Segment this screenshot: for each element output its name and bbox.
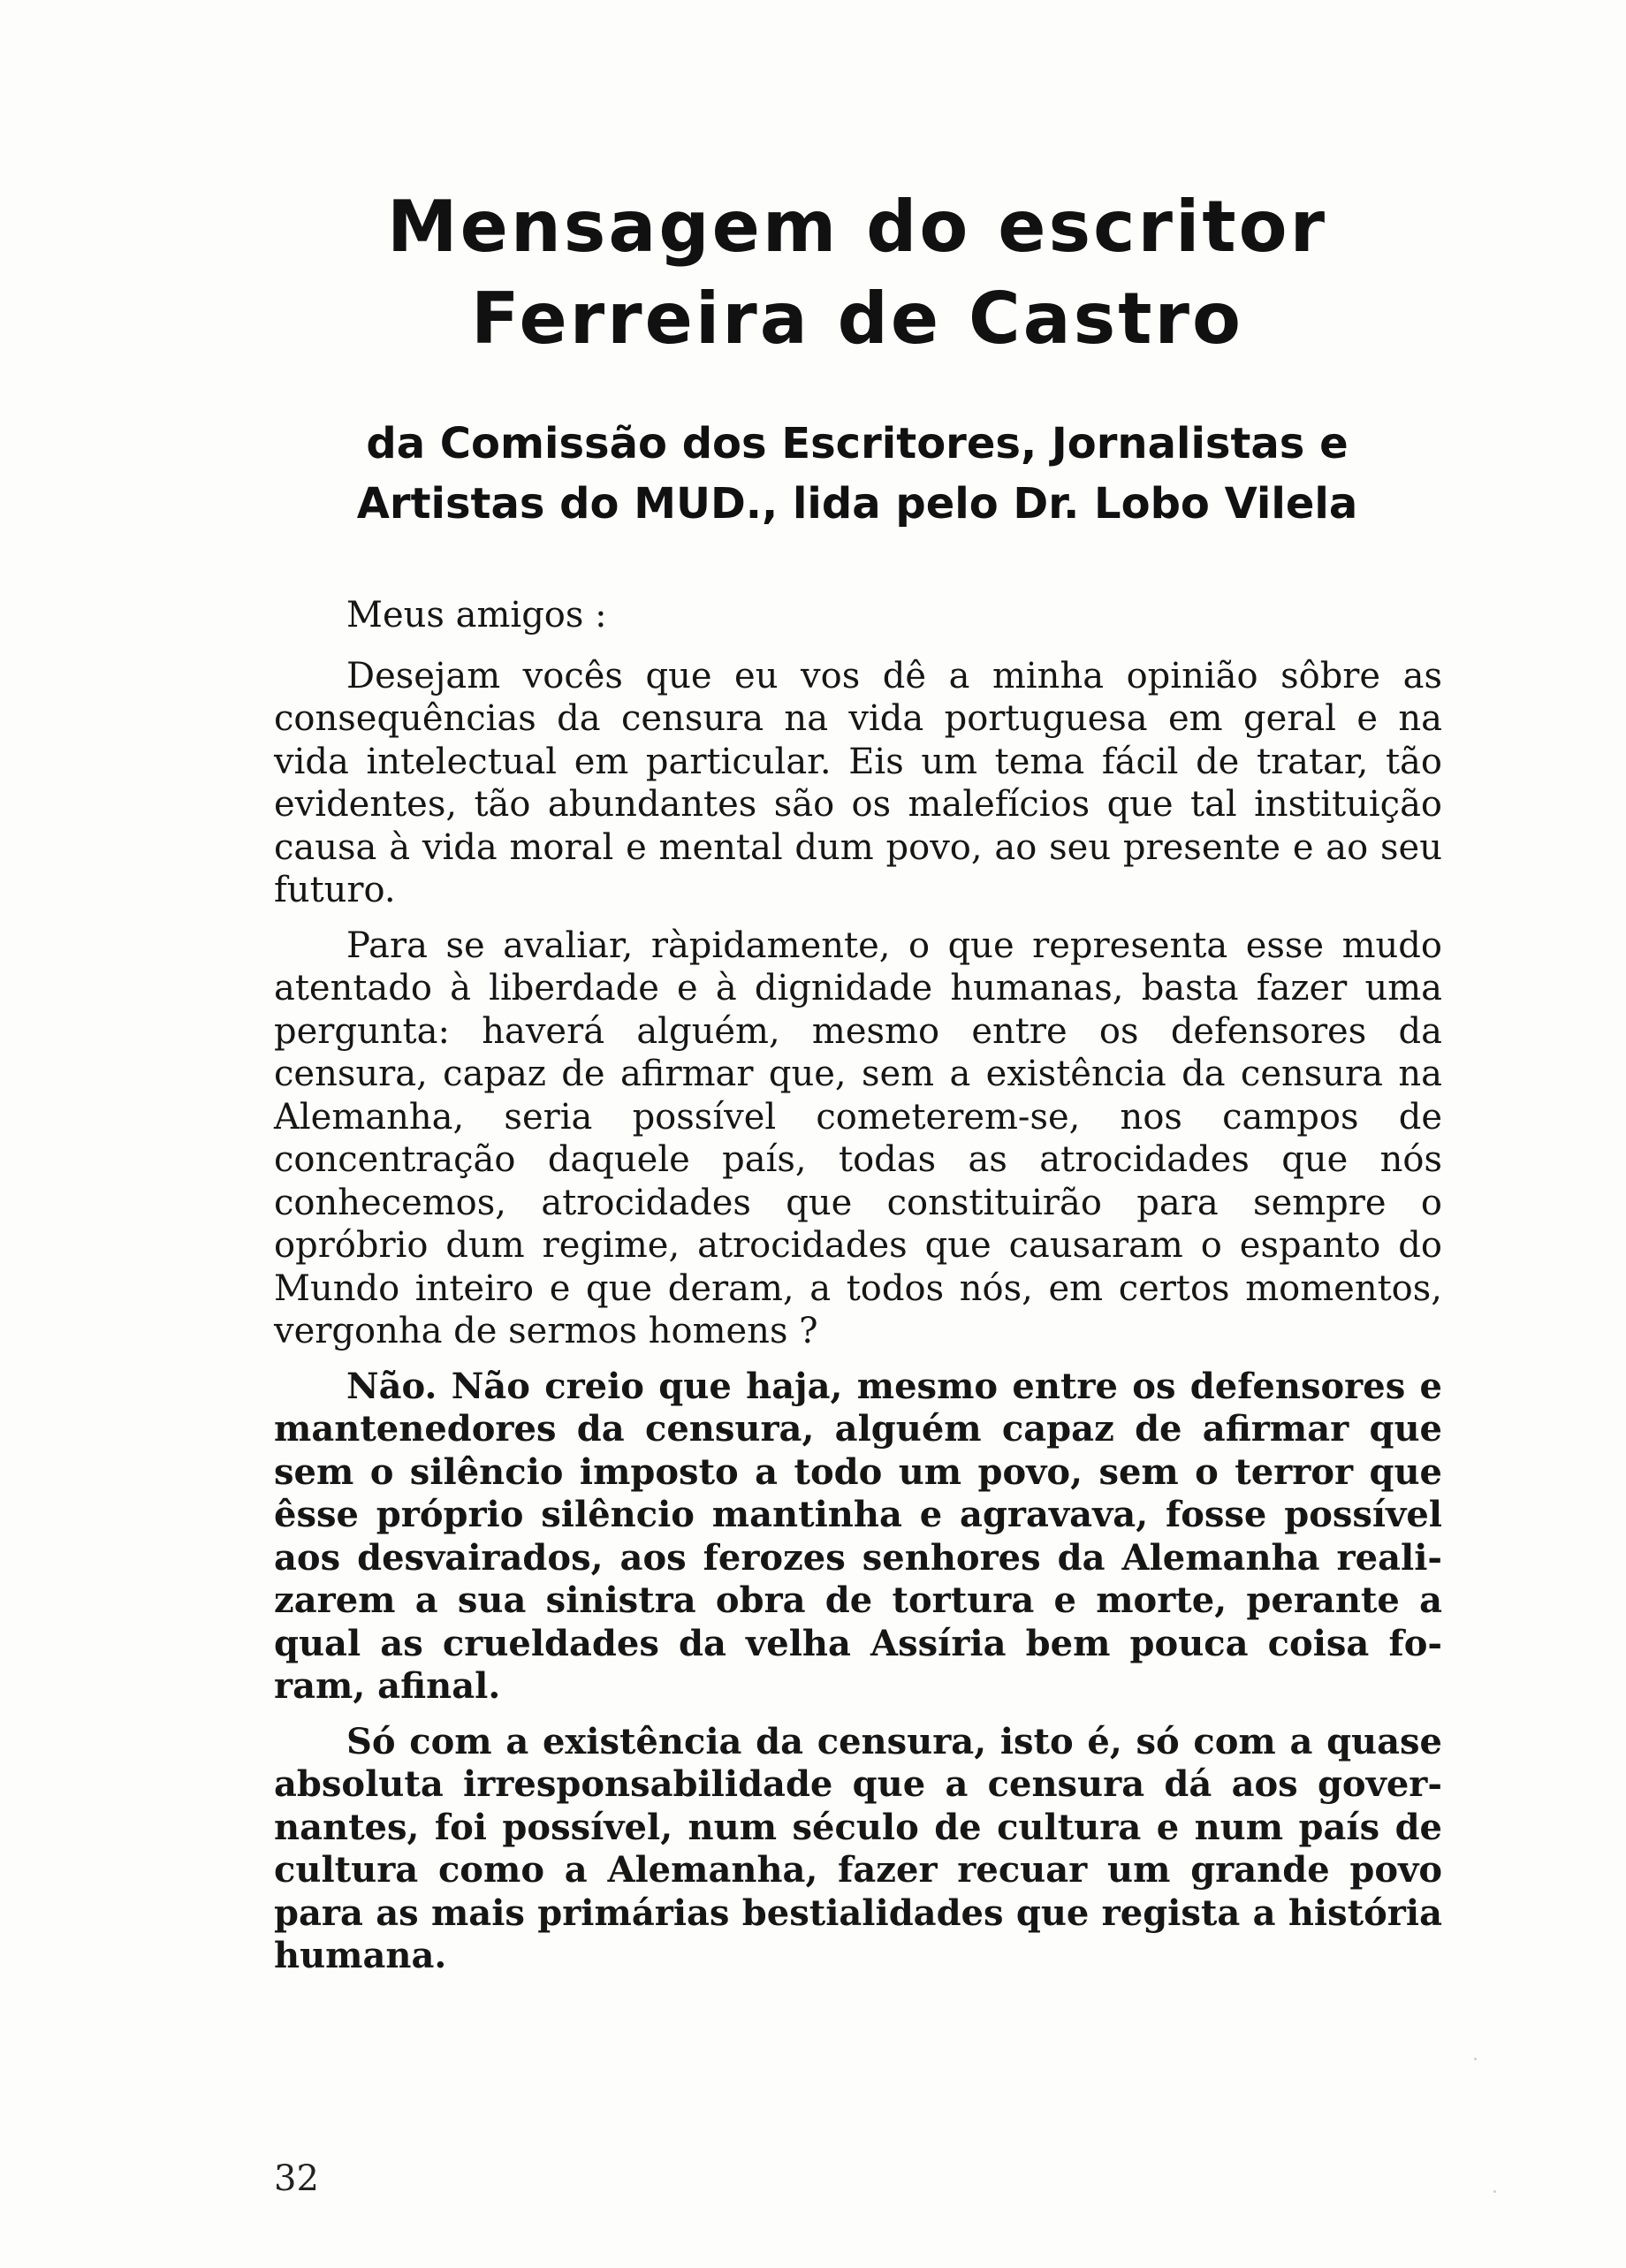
document-body (274, 594, 1442, 1985)
document-title: Mensagem do escritor Ferreira de Castro (386, 186, 1328, 360)
page-number: 32 (274, 2158, 319, 2199)
document-subtitle: da Comissão dos Escritores, Jornalistas e Artistas do MUD., lida pelo Dr. Lobo Vilela (356, 419, 1358, 529)
scan-speck (1474, 2058, 1477, 2060)
paragraph-1: Desejam vocês que eu vos dê a minha opinião sôbre as consequências da censura na vida portuguesa em geral e na vida intelectual em particular. Eis um tema fácil de tratar, tão evidentes, tão abundantes são os malefícios que tal instituição causa à vida moral e mental dum povo, ao seu presente e ao seu futuro. (274, 655, 1442, 910)
scan-speck (1493, 2190, 1496, 2193)
paragraph-4: Só com a existência da censura, isto é, só com a quase absoluta irresponsabilidade que a censura dá aos governantes, foi possível, num século de cultura e num país de cultura como a Alemanha, fazer recuar um grande povo para as mais primárias bestialidades que regista a história humana. (274, 1720, 1442, 1976)
paragraph-3: Não. Não creio que haja, mesmo entre os defensores e mantenedores da censura, alguém capaz de afirmar que sem o silêncio imposto a todo um povo, sem o terror que êsse próprio silêncio mantinha e agravava, fosse possível aos desvairados, aos ferozes senhores da Alemanha realizarem a sua sinistra obra de tortura e morte, perante a qual as crueldades da velha Assíria bem pouca coisa foram, afinal. (274, 1365, 1442, 1707)
greeting: Meus amigos : (346, 595, 607, 635)
paragraph-2: Para se avaliar, ràpidamente, o que representa esse mudo atentado à liberdade e à dignidade humanas, basta fazer uma pergunta: haverá alguém, mesmo entre os defensores da censura, capaz de afirmar que, sem a existência da censura na Alemanha, seria possível cometerem-se, nos campos de concentração daquele país, todas as atrocidades que nós conhecemos, atrocidades que constituirão para sempre o opróbrio dum regime, atrocidades que causaram o espanto do Mundo inteiro e que deram, a todos nós, em certos momentos, vergonha de sermos homens ? (274, 925, 1442, 1351)
